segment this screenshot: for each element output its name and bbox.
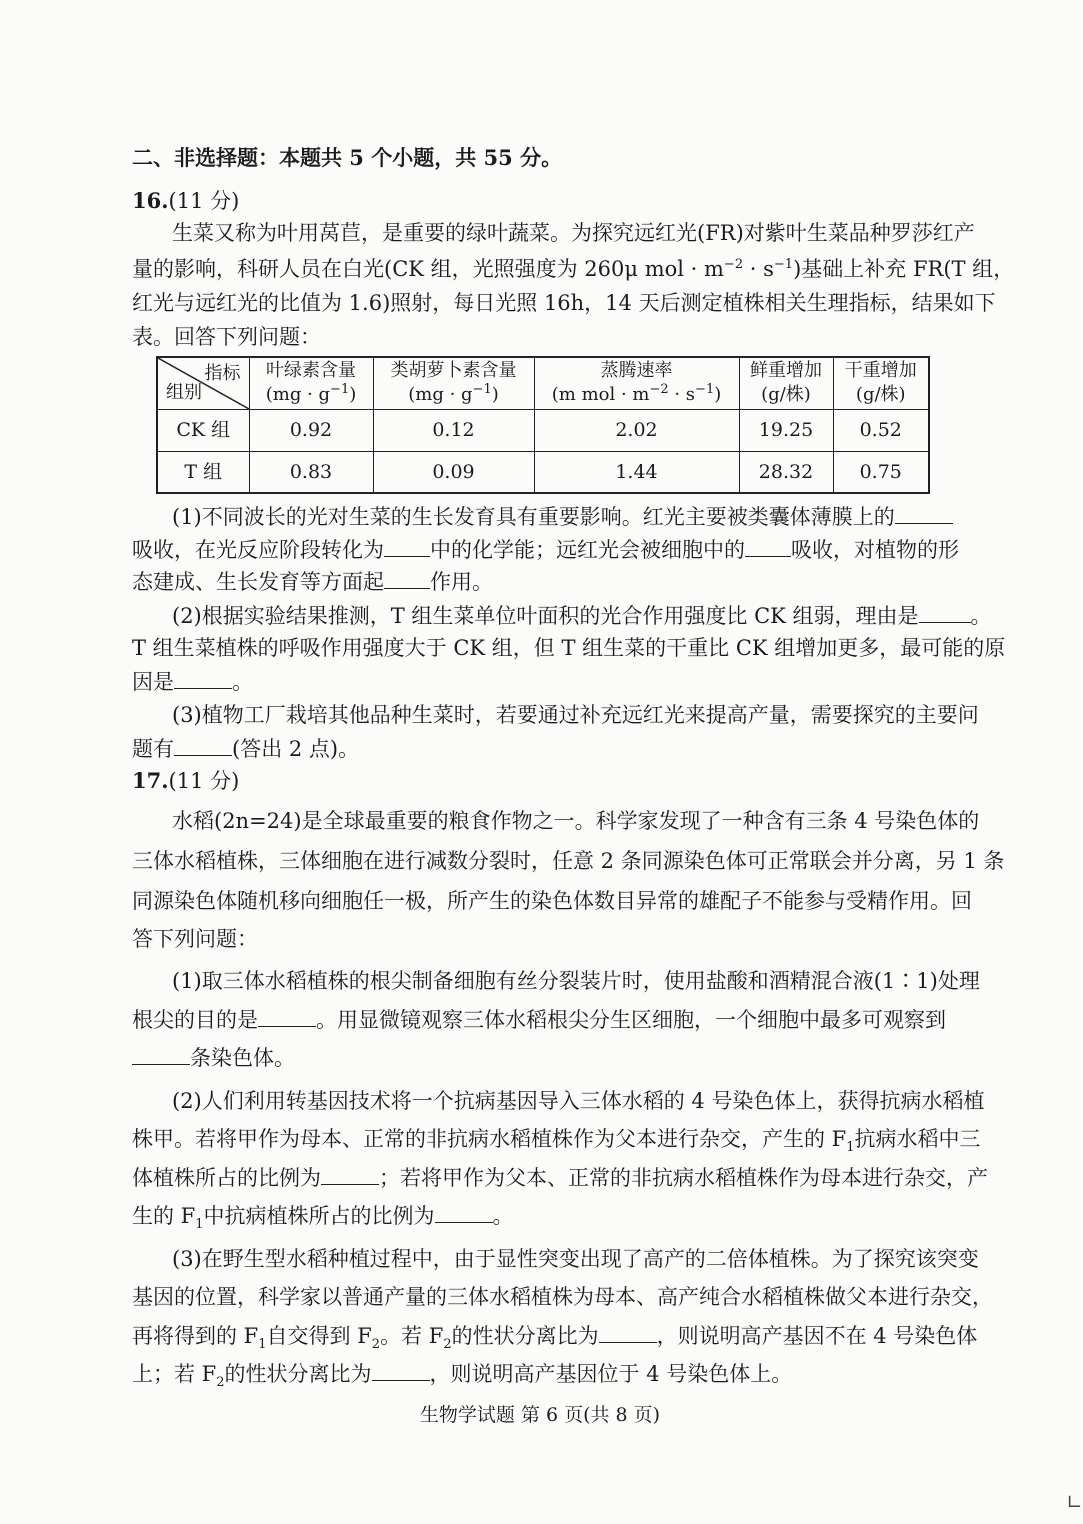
q16-number: 16. xyxy=(132,188,169,213)
q16-part2-line-1: (2)根据实验结果推测，T 组生菜单位叶面积的光合作用强度比 CK 组弱，理由是 。 xyxy=(172,600,954,631)
q17-score: (11 分) xyxy=(168,769,240,793)
table-cell-group: T 组 xyxy=(157,451,249,493)
q17-number: 17. xyxy=(132,768,169,793)
q17-part3-line-3: 再将得到的 $F_1$自交得到 $F_2$。若 $F_2$的性状分离比为 ，则说明高产基因不在 4 号染色体 xyxy=(132,1320,954,1351)
table-cell: 0.09 xyxy=(373,451,534,493)
q16-part1-line-2: 吸收，在光反应阶段转化为 中的化学能；远红光会被细胞中的 吸收，对植物的形 xyxy=(132,534,954,565)
answer-blank xyxy=(435,1200,493,1223)
q16-stem-line-3: 红光与远红光的比值为 1.6)照射，每日光照 16h，14 天后测定植株相关生理指标，结果如下 xyxy=(132,291,996,315)
table-row xyxy=(157,409,929,451)
q17-part1-line-2: 根尖的目的是 。用显微镜观察三体水稻根尖分生区细胞，一个细胞中最多可观察到 xyxy=(132,1004,954,1035)
table-cell: 0.75 xyxy=(833,451,929,493)
q16-part3-line-1: (3)植物工厂栽培其他品种生菜时，若要通过补充远红光来提高产量，需要探究的主要问 xyxy=(172,703,979,727)
q16-part1-line-3: 态建成、生长发育等方面起 作用。 xyxy=(132,566,954,597)
answer-blank xyxy=(258,1004,316,1027)
q16-stem-line-4: 表。回答下列问题： xyxy=(132,325,321,349)
q17-part2-line-4: 生的 $F_1$中抗病植株所占的比例为 。 xyxy=(132,1200,954,1231)
answer-blank xyxy=(132,1042,190,1065)
answer-blank xyxy=(599,1320,657,1343)
q17-header xyxy=(132,766,954,796)
table-cell: 0.52 xyxy=(833,409,929,451)
table-header-cell: 干重增加 (g/株) xyxy=(833,357,929,409)
q17-part3-line-2: 基因的位置，科学家以普通产量的三体水稻植株为母本、高产纯合水稻植株做父本进行杂交， xyxy=(132,1285,993,1309)
q17-stem-line-2: 三体水稻植株，三体细胞在进行减数分裂时，任意 2 条同源染色体可正常联会并分离，另 1 条 xyxy=(132,849,1005,873)
q17-part2-line-1: (2)人们利用转基因技术将一个抗病基因导入三体水稻的 4 号染色体上，获得抗病水稻植 xyxy=(172,1089,985,1113)
table-corner-cell: 指标 组别 xyxy=(157,357,249,409)
table-cell: 0.83 xyxy=(249,451,373,493)
section-title: 二、非选择题：本题共 5 个小题，共 55 分。 xyxy=(132,145,563,170)
q17-part3-line-1: (3)在野生型水稻种植过程中，由于显性突变出现了高产的二倍体植株。为了探究该突变 xyxy=(172,1247,979,1271)
page-footer: 生物学试题 第 6 页(共 8 页) xyxy=(419,1404,661,1426)
results-table xyxy=(156,356,930,494)
answer-blank xyxy=(321,1162,379,1185)
q16-stem-line-1: 生菜又称为叶用莴苣，是重要的绿叶蔬菜。为探究远红光(FR)对紫叶生菜品种罗莎红产 xyxy=(172,221,975,245)
q17-stem-line-4: 答下列问题： xyxy=(132,927,258,951)
answer-blank xyxy=(174,733,232,756)
answer-blank xyxy=(895,501,953,524)
table-header-cell: 类胡萝卜素含量 $(mg \cdot g^{-1})$ xyxy=(373,357,534,409)
answer-blank xyxy=(384,566,430,589)
q16-part2-line-3: 因是 。 xyxy=(132,666,954,697)
q17-part3-line-4: 上；若 $F_2$的性状分离比为 ，则说明高产基因位于 4 号染色体上。 xyxy=(132,1358,954,1389)
q17-stem-line-1: 水稻(2n=24)是全球最重要的粮食作物之一。科学家发现了一种含有三条 4 号染色体的 xyxy=(172,809,980,833)
table-cell: 0.92 xyxy=(249,409,373,451)
table-header-cell: 鲜重增加 (g/株) xyxy=(739,357,833,409)
answer-blank xyxy=(745,534,791,557)
table-cell: 28.32 xyxy=(739,451,833,493)
q17-part2-line-3: 体植株所占的比例为 ；若将甲作为父本、正常的非抗病水稻植株作为母本进行杂交，产 xyxy=(132,1162,954,1193)
q17-part1-line-1: (1)取三体水稻植株的根尖制备细胞有丝分裂装片时，使用盐酸和酒精混合液(1∶1)处理 xyxy=(172,969,980,993)
answer-blank xyxy=(372,1358,430,1381)
q16-stem-line-2: 量的影响，科研人员在白光(CK 组，光照强度为 260μ mol · $m^{-2} \cdot s^{-1}$)基础上补充 FR(T 组， xyxy=(132,257,1015,281)
corner-mark-icon: ∟ xyxy=(1066,1490,1083,1514)
table-header-cell: 叶绿素含量 $(mg \cdot g^{-1})$ xyxy=(249,357,373,409)
table-header-cell: 蒸腾速率 (m mol · $m^{-2} \cdot s^{-1}$) xyxy=(534,357,739,409)
q16-part1-line-1: (1)不同波长的光对生菜的生长发育具有重要影响。红光主要被类囊体薄膜上的 xyxy=(172,501,954,532)
table-cell: 1.44 xyxy=(534,451,739,493)
q16-header xyxy=(132,186,954,216)
table-cell: 2.02 xyxy=(534,409,739,451)
table-cell-group: CK 组 xyxy=(157,409,249,451)
q16-part3-line-2: 题有 (答出 2 点)。 xyxy=(132,733,954,764)
q17-part1-line-3: 条染色体。 xyxy=(132,1042,954,1073)
q16-score: (11 分) xyxy=(168,189,240,213)
answer-blank xyxy=(919,600,971,623)
answer-blank xyxy=(174,666,232,689)
table-cell: 0.12 xyxy=(373,409,534,451)
answer-blank xyxy=(384,534,430,557)
table-cell: 19.25 xyxy=(739,409,833,451)
table-header-row xyxy=(157,357,929,409)
q17-stem-line-3: 同源染色体随机移向细胞任一极，所产生的染色体数目异常的雄配子不能参与受精作用。回 xyxy=(132,889,972,913)
q17-part2-line-2: 株甲。若将甲作为母本、正常的非抗病水稻植株作为父本进行杂交，产生的 $F_1$抗病水稻中三 xyxy=(132,1127,981,1156)
q16-part2-line-2: T 组生菜植株的呼吸作用强度大于 CK 组，但 T 组生菜的干重比 CK 组增加更多，最可能的原 xyxy=(132,636,1006,660)
table-row xyxy=(157,451,929,493)
